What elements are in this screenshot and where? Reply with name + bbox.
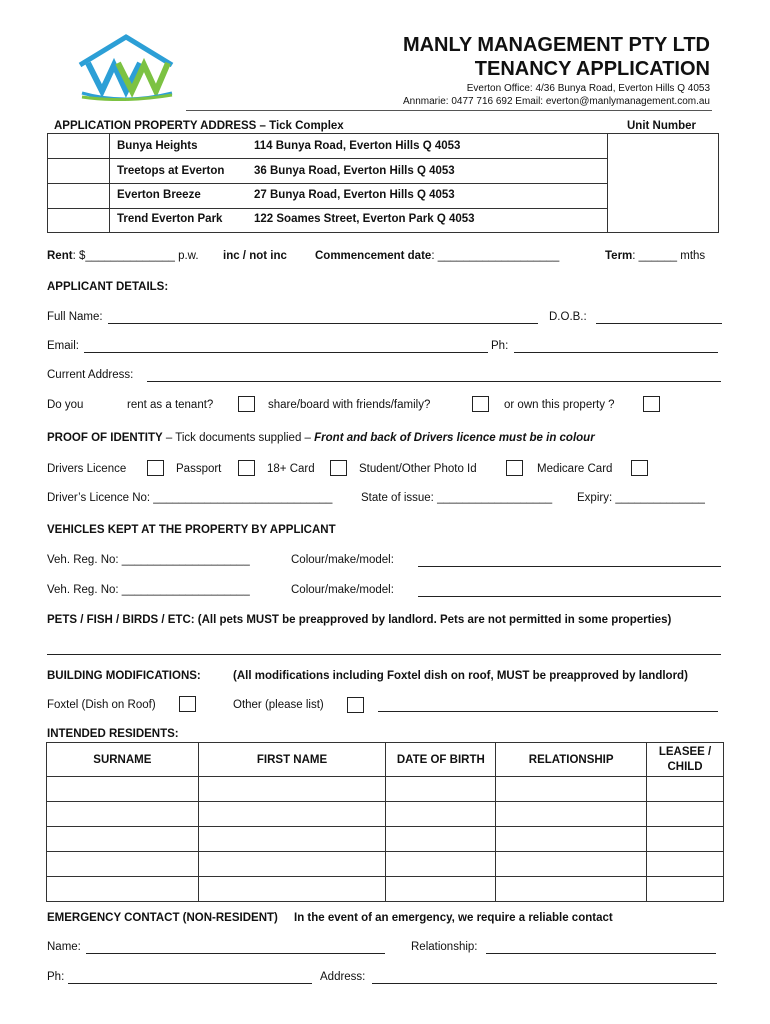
emergency-phone-field[interactable]	[68, 972, 312, 984]
residents-heading: INTENDED RESIDENTS:	[47, 728, 179, 740]
form-title: TENANCY APPLICATION	[474, 58, 710, 80]
emergency-phone-label: Ph:	[47, 971, 65, 983]
rent-label: Rent	[47, 250, 73, 262]
vehicle-colour-label-2: Colour/make/model:	[291, 584, 394, 596]
emergency-address-label: Address:	[320, 971, 366, 983]
property-name-0: Bunya Heights	[117, 140, 198, 152]
do-you-label: Do you	[47, 399, 84, 411]
foxtel-label: Foxtel (Dish on Roof)	[47, 699, 156, 711]
doc-passport-label: Passport	[176, 463, 222, 475]
col-first-name: FIRST NAME	[198, 743, 386, 777]
email-label: Email:	[47, 340, 79, 352]
property-tick-cell-1[interactable]	[48, 159, 108, 183]
vehicle-colour-field-2[interactable]	[418, 585, 721, 597]
doc-medicare-checkbox[interactable]	[631, 460, 648, 476]
vehicle-colour-label-1: Colour/make/model:	[291, 554, 394, 566]
table-row[interactable]	[47, 877, 724, 902]
doc-photo-id-label: Student/Other Photo Id	[359, 463, 477, 475]
dob-field[interactable]	[596, 312, 722, 324]
emergency-heading: EMERGENCY CONTACT (NON-RESIDENT)	[47, 912, 278, 924]
doc-drivers-licence-label: Drivers Licence	[47, 463, 127, 475]
licence-state-field[interactable]: State of issue: __________________	[361, 492, 553, 504]
emergency-address-field[interactable]	[372, 972, 717, 984]
vehicles-heading: VEHICLES KEPT AT THE PROPERTY BY APPLICANT	[47, 524, 336, 536]
other-mod-checkbox[interactable]	[347, 697, 364, 713]
property-tick-cell-2[interactable]	[48, 184, 108, 208]
foxtel-checkbox[interactable]	[179, 696, 196, 712]
rent-tenant-checkbox[interactable]	[238, 396, 255, 412]
property-address-1: 36 Bunya Road, Everton Hills Q 4053	[254, 165, 455, 177]
header-rule	[186, 110, 712, 111]
other-mod-field[interactable]	[378, 700, 718, 712]
property-address-0: 114 Bunya Road, Everton Hills Q 4053	[254, 140, 461, 152]
identity-heading-line	[47, 432, 595, 444]
email-field[interactable]	[84, 341, 488, 353]
doc-drivers-licence-checkbox[interactable]	[147, 460, 164, 476]
doc-18-card-label: 18+ Card	[267, 463, 315, 475]
emergency-relationship-label: Relationship:	[411, 941, 478, 953]
emergency-name-field[interactable]	[86, 942, 385, 954]
rent-field[interactable]: : $______________ p.w.	[72, 250, 199, 262]
emergency-relationship-field[interactable]	[486, 942, 716, 954]
rent-tenant-label: rent as a tenant?	[127, 399, 214, 411]
term-field[interactable]: : ______ mths	[632, 250, 706, 262]
own-property-label: or own this property ?	[504, 399, 615, 411]
doc-medicare-label: Medicare Card	[537, 463, 613, 475]
unit-number-heading: Unit Number	[627, 120, 696, 132]
emergency-name-label: Name:	[47, 941, 81, 953]
licence-number-field[interactable]: Driver’s Licence No: ____________________________	[47, 492, 333, 504]
identity-heading: PROOF OF IDENTITY	[47, 432, 163, 444]
property-tick-cell-0[interactable]	[48, 134, 108, 158]
commencement-label: Commencement date	[315, 250, 432, 262]
table-row[interactable]	[47, 852, 724, 877]
property-heading: APPLICATION PROPERTY ADDRESS – Tick Complex	[54, 120, 344, 132]
col-relationship: RELATIONSHIP	[496, 743, 647, 777]
phone-label: Ph:	[491, 340, 509, 352]
identity-sub: – Tick documents supplied –	[162, 432, 315, 444]
phone-field[interactable]	[514, 341, 718, 353]
share-board-label: share/board with friends/family?	[268, 399, 431, 411]
property-name-3: Trend Everton Park	[117, 213, 223, 225]
property-name-1: Treetops at Everton	[117, 165, 225, 177]
property-table	[47, 133, 719, 233]
current-address-field[interactable]	[147, 370, 721, 382]
vehicle-reg-field-2[interactable]: Veh. Reg. No: ____________________	[47, 584, 250, 596]
col-surname: SURNAME	[47, 743, 199, 777]
own-property-checkbox[interactable]	[643, 396, 660, 412]
doc-18-card-checkbox[interactable]	[330, 460, 347, 476]
col-leasee-child: LEASEE / CHILD	[647, 743, 724, 777]
modifications-heading: BUILDING MODIFICATIONS:	[47, 670, 201, 682]
commencement-field[interactable]: : ___________________	[431, 250, 560, 262]
property-address-3: 122 Soames Street, Everton Park Q 4053	[254, 213, 475, 225]
vehicle-colour-field-1[interactable]	[418, 555, 721, 567]
pets-heading: PETS / FISH / BIRDS / ETC: (All pets MUST be preapproved by landlord. Pets are not permitted in some properties)	[47, 614, 672, 626]
office-contact: Annmarie: 0477 716 692 Email: everton@manlymanagement.com.au	[403, 96, 710, 107]
residents-table	[46, 742, 724, 902]
company-name: MANLY MANAGEMENT PTY LTD	[402, 34, 710, 56]
vehicle-reg-field-1[interactable]: Veh. Reg. No: ____________________	[47, 554, 250, 566]
current-address-label: Current Address:	[47, 369, 134, 381]
table-row[interactable]	[47, 777, 724, 802]
doc-photo-id-checkbox[interactable]	[506, 460, 523, 476]
pets-field[interactable]	[47, 643, 721, 655]
full-name-label: Full Name:	[47, 311, 103, 323]
property-address-2: 27 Bunya Road, Everton Hills Q 4053	[254, 189, 455, 201]
share-board-checkbox[interactable]	[472, 396, 489, 412]
emergency-note: In the event of an emergency, we require a reliable contact	[294, 912, 613, 924]
property-name-2: Everton Breeze	[117, 189, 201, 201]
table-row[interactable]	[47, 802, 724, 827]
dob-label: D.O.B.:	[549, 311, 587, 323]
table-row[interactable]	[47, 827, 724, 852]
office-address: Everton Office: 4/36 Bunya Road, Everton Hills Q 4053	[466, 83, 710, 94]
identity-note: Front and back of Drivers licence must be in colour	[314, 432, 595, 444]
property-tick-cell-3[interactable]	[48, 209, 108, 232]
modifications-note: (All modifications including Foxtel dish on roof, MUST be preapproved by landlord)	[233, 670, 688, 682]
company-logo	[74, 33, 180, 101]
other-mod-label: Other (please list)	[233, 699, 324, 711]
unit-number-field[interactable]	[608, 134, 718, 232]
doc-passport-checkbox[interactable]	[238, 460, 255, 476]
applicant-heading: APPLICANT DETAILS:	[47, 281, 169, 293]
inc-option[interactable]: inc / not inc	[223, 250, 287, 262]
full-name-field[interactable]	[108, 312, 538, 324]
residents-header-row	[47, 743, 724, 777]
rent-line	[47, 250, 199, 262]
licence-expiry-field[interactable]: Expiry: ______________	[577, 492, 705, 504]
term-label: Term	[605, 250, 633, 262]
col-dob: DATE OF BIRTH	[386, 743, 496, 777]
